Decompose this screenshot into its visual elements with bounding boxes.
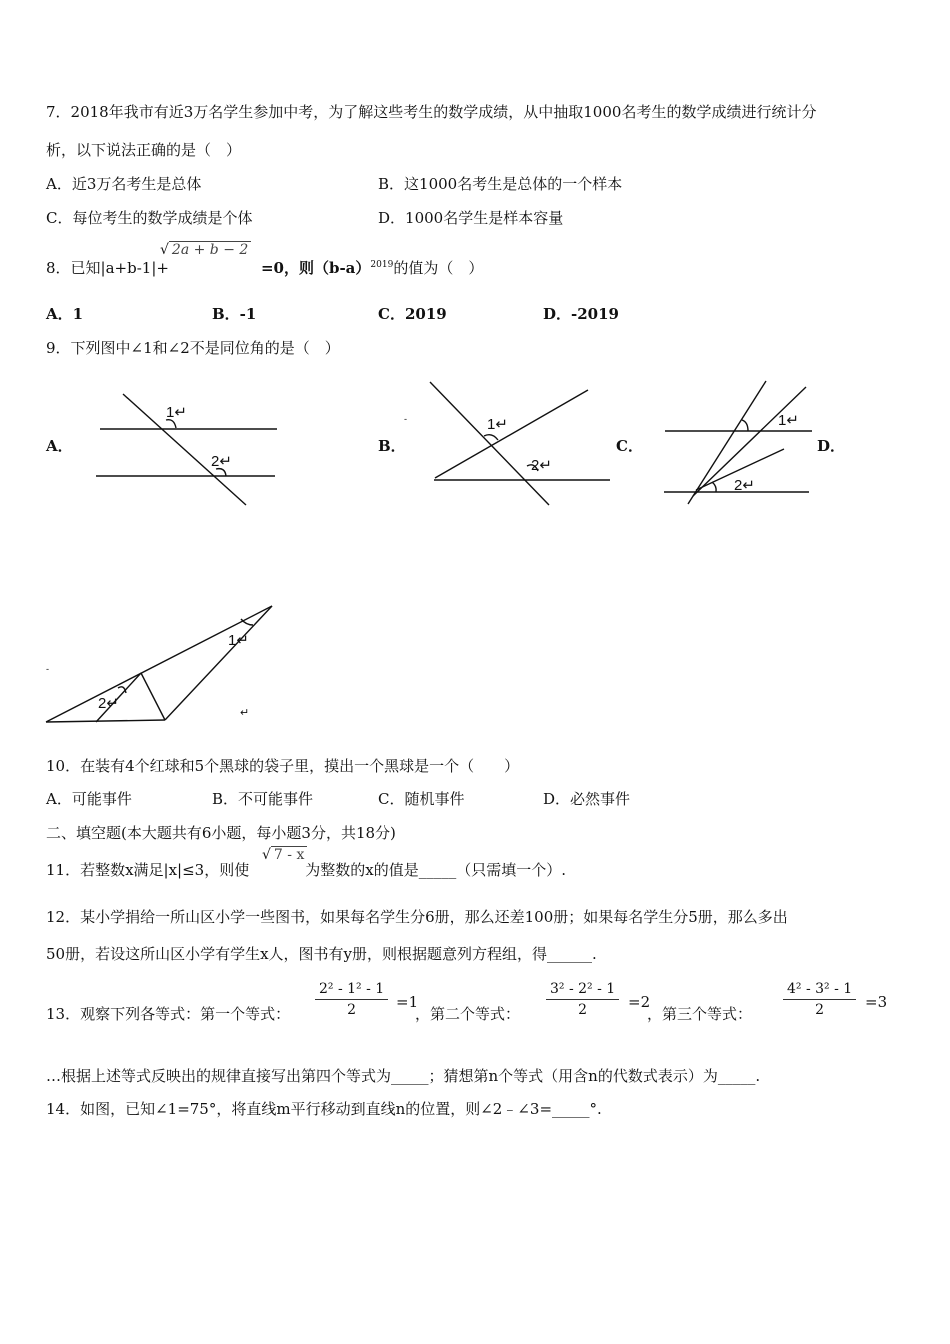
q13-f2-result: =2: [628, 993, 651, 1011]
q7-stem-line2: 析，以下说法正确的是（ ）: [46, 141, 242, 159]
q13-mid2: ，第三个等式：: [647, 1005, 753, 1023]
q9-d-angle1-label: 1↵: [228, 632, 249, 649]
q7-stem-line1: 7．2018年我市有近3万名学生参加中考，为了解这些考生的数学成绩，从中抽取1000名考生的数学成绩进行统计分: [46, 103, 817, 121]
q8-sqrt: √ 2a + b − 2: [160, 242, 251, 258]
q11-sqrt: √ 7 - x: [262, 847, 307, 863]
q11-stem-post: 为整数的x的值是_____（只需填一个）.: [305, 861, 566, 879]
q11-radicand: 7 - x: [271, 846, 307, 863]
q7-option-b: B．这1000名考生是总体的一个样本: [378, 175, 623, 193]
q7-option-d: D．1000名学生是样本容量: [378, 209, 564, 227]
q12-stem-line1: 12．某小学捐给一所山区小学一些图书，如果每名学生分6册，那么还差100册；如果每名学生分5册，那么多出: [46, 908, 788, 926]
q8-exponent: 2019: [370, 260, 394, 270]
q9-b-angle1-label: 1↵: [487, 416, 508, 433]
q13-f1-result: =1: [396, 993, 419, 1011]
q13-f3-result: =3: [865, 993, 888, 1011]
q13-f2-denominator: 2: [578, 1002, 588, 1018]
q13-f1-denominator: 2: [347, 1002, 357, 1018]
q9-option-a-label: A．: [46, 437, 73, 455]
q13-fraction-2: [546, 981, 619, 1018]
q13-fraction-3: [783, 981, 856, 1018]
q9-b-angle2-label: 2↵: [531, 457, 552, 474]
q8-radicand: 2a + b − 2: [169, 241, 251, 258]
q8-option-c: C．2019: [378, 305, 447, 323]
q10-stem: 10．在装有4个红球和5个黑球的袋子里，摸出一个黑球是一个（ ）: [46, 757, 520, 775]
q13-f3-denominator: 2: [815, 1002, 825, 1018]
q12-stem-line2: 50册，若设这所山区小学有学生x人，图书有y册，则根据题意列方程组，得______.: [46, 945, 597, 963]
q9-d-angle2-label: 2↵: [98, 695, 119, 712]
q9-c-angle2-label: 2↵: [734, 477, 755, 494]
q9-stem: 9．下列图中∠1和∠2不是同位角的是（ ）: [46, 339, 340, 357]
q7-option-c: C．每位考生的数学成绩是个体: [46, 209, 253, 227]
q11-stem-pre: 11．若整数x满足|x|≤3，则使: [46, 861, 250, 879]
q10-option-b: B．不可能事件: [212, 790, 314, 808]
q9-option-c-label: C．: [616, 437, 643, 455]
q10-option-a: A．可能事件: [46, 790, 132, 808]
q9-d-return-mark: ↵: [240, 707, 250, 719]
q13-stem-pre: 13．观察下列各等式：第一个等式：: [46, 1005, 291, 1023]
q8-option-a: A．1: [46, 305, 84, 323]
q13-mid1: ，第二个等式：: [415, 1005, 521, 1023]
q13-fraction-1: [315, 981, 388, 1018]
q13-f1-numerator: 2² - 1² - 1: [315, 981, 388, 1000]
q10-option-d: D．必然事件: [543, 790, 631, 808]
q9-option-d-label: D．: [817, 437, 846, 455]
q13-stem-line2: …根据上述等式反映出的规律直接写出第四个等式为_____；猜想第n个等式（用含n的代数式表示）为_____.: [46, 1067, 761, 1085]
q7-option-a: A．近3万名考生是总体: [46, 175, 202, 193]
q13-f2-numerator: 3² - 2² - 1: [546, 981, 619, 1000]
q8-stem-post: 的值为（ ）: [393, 259, 484, 277]
q14-stem: 14．如图，已知∠1=75°，将直线m平行移动到直线n的位置，则∠2﹣∠3=_____°.: [46, 1100, 602, 1118]
q8-option-b: B．-1: [212, 305, 257, 323]
q9-a-angle2-label: 2↵: [211, 453, 232, 470]
q9-a-angle1-label: 1↵: [166, 404, 187, 421]
q8-stem-mid: =0，则（b-a）: [260, 259, 371, 277]
q9-b-dash: -: [404, 415, 408, 425]
q10-option-c: C．随机事件: [378, 790, 465, 808]
section-2-heading: 二、填空题(本大题共有6小题，每小题3分，共18分): [46, 824, 396, 842]
q8-option-d: D．-2019: [543, 305, 619, 323]
q9-d-dash: -: [46, 665, 50, 675]
q9-c-angle1-label: 1↵: [778, 412, 799, 429]
q11-stem: [46, 860, 566, 880]
q13-f3-numerator: 4² - 3² - 1: [783, 981, 856, 1000]
q9-option-b-label: B．: [378, 437, 406, 455]
q8-stem-pre: 8．已知|a+b-1|+: [46, 259, 169, 277]
